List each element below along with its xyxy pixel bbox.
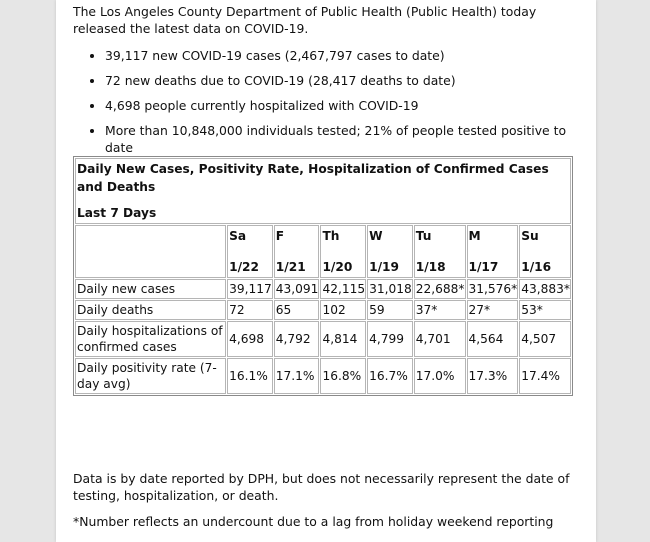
value-cell: 17.0% — [414, 358, 466, 394]
row-label: Daily hospitalizations of confirmed cases — [75, 321, 226, 357]
value-cell: 37* — [414, 300, 466, 320]
header-cell-w — [367, 225, 413, 278]
date-label: 1/19 — [369, 260, 399, 274]
summary-item: • 72 new deaths due to COVID-19 (28,417 deaths to date) — [105, 72, 573, 89]
value-cell: 42,115 — [320, 279, 366, 299]
value-cell: 102 — [320, 300, 366, 320]
value-cell: 17.3% — [467, 358, 519, 394]
value-cell: 39,117 — [227, 279, 273, 299]
day-label: M — [468, 229, 481, 243]
value-cell: 53* — [519, 300, 571, 320]
row-label: Daily positivity rate (7-day avg) — [75, 358, 226, 394]
value-cell: 43,091 — [274, 279, 320, 299]
value-cell: 16.1% — [227, 358, 273, 394]
header-cell-th — [320, 225, 366, 278]
value-cell: 4,799 — [367, 321, 413, 357]
header-corner-cell — [75, 225, 226, 278]
table-notes — [73, 470, 573, 539]
table-row-daily-deaths — [75, 300, 571, 320]
value-cell: 31,018 — [367, 279, 413, 299]
date-label: 1/21 — [275, 260, 306, 274]
value-cell: 4,564 — [467, 321, 519, 357]
data-table-wrapper — [73, 156, 573, 396]
day-label: Th — [322, 229, 340, 243]
value-cell: 43,883* — [519, 279, 571, 299]
day-label: Su — [521, 229, 539, 243]
summary-list — [73, 47, 573, 156]
value-cell: 16.8% — [320, 358, 366, 394]
value-cell: 4,507 — [519, 321, 571, 357]
value-cell: 4,792 — [274, 321, 320, 357]
day-label: Tu — [415, 229, 432, 243]
day-label: Sa — [229, 229, 247, 243]
note-paragraph: Data is by date reported by DPH, but does not necessarily represent the date of testing, hospitalization, or death. — [73, 471, 570, 503]
header-cell-su — [519, 225, 571, 278]
summary-item: • 4,698 people currently hospitalized with COVID-19 — [105, 97, 573, 114]
header-cell-f — [274, 225, 320, 278]
table-row-daily-hospitalizations — [75, 321, 571, 357]
value-cell: 65 — [274, 300, 320, 320]
date-label: 1/20 — [322, 260, 353, 274]
day-label: W — [369, 229, 383, 243]
footnote-paragraph: *Number reflects an undercount due to a lag from holiday weekend reporting — [73, 514, 554, 529]
intro-paragraph: The Los Angeles County Department of Public Health (Public Health) today released the latest data on COVID-19. — [73, 4, 537, 36]
value-cell: 59 — [367, 300, 413, 320]
covid-data-table — [73, 156, 573, 396]
value-cell: 27* — [467, 300, 519, 320]
row-label: Daily new cases — [75, 279, 226, 299]
value-cell: 4,814 — [320, 321, 366, 357]
value-cell: 4,698 — [227, 321, 273, 357]
value-cell: 17.1% — [274, 358, 320, 394]
table-caption — [75, 158, 571, 224]
summary-item: • 39,117 new COVID-19 cases (2,467,797 cases to date) — [105, 47, 573, 64]
value-cell: 16.7% — [367, 358, 413, 394]
value-cell: 22,688* — [414, 279, 466, 299]
page — [56, 0, 596, 542]
value-cell: 72 — [227, 300, 273, 320]
row-label: Daily deaths — [75, 300, 226, 320]
date-label: 1/18 — [415, 260, 446, 274]
header-cell-m — [467, 225, 519, 278]
value-cell: 31,576* — [467, 279, 519, 299]
value-cell: 17.4% — [519, 358, 571, 394]
summary-item: • More than 10,848,000 individuals tested; 21% of people tested positive to date — [105, 122, 573, 156]
value-cell: 4,701 — [414, 321, 466, 357]
header-cell-sa — [227, 225, 273, 278]
date-label: 1/16 — [521, 260, 552, 274]
date-label: 1/22 — [229, 260, 260, 274]
table-row-daily-new-cases — [75, 279, 571, 299]
article-body — [73, 3, 573, 164]
table-row-daily-positivity-rate — [75, 358, 571, 394]
header-cell-tu — [414, 225, 466, 278]
table-subtitle: Last 7 Days — [77, 206, 157, 220]
date-label: 1/17 — [468, 260, 499, 274]
day-label: F — [275, 229, 285, 243]
table-title: Daily New Cases, Positivity Rate, Hospitalization of Confirmed Cases and Deaths — [77, 162, 549, 194]
header-row — [75, 225, 571, 278]
